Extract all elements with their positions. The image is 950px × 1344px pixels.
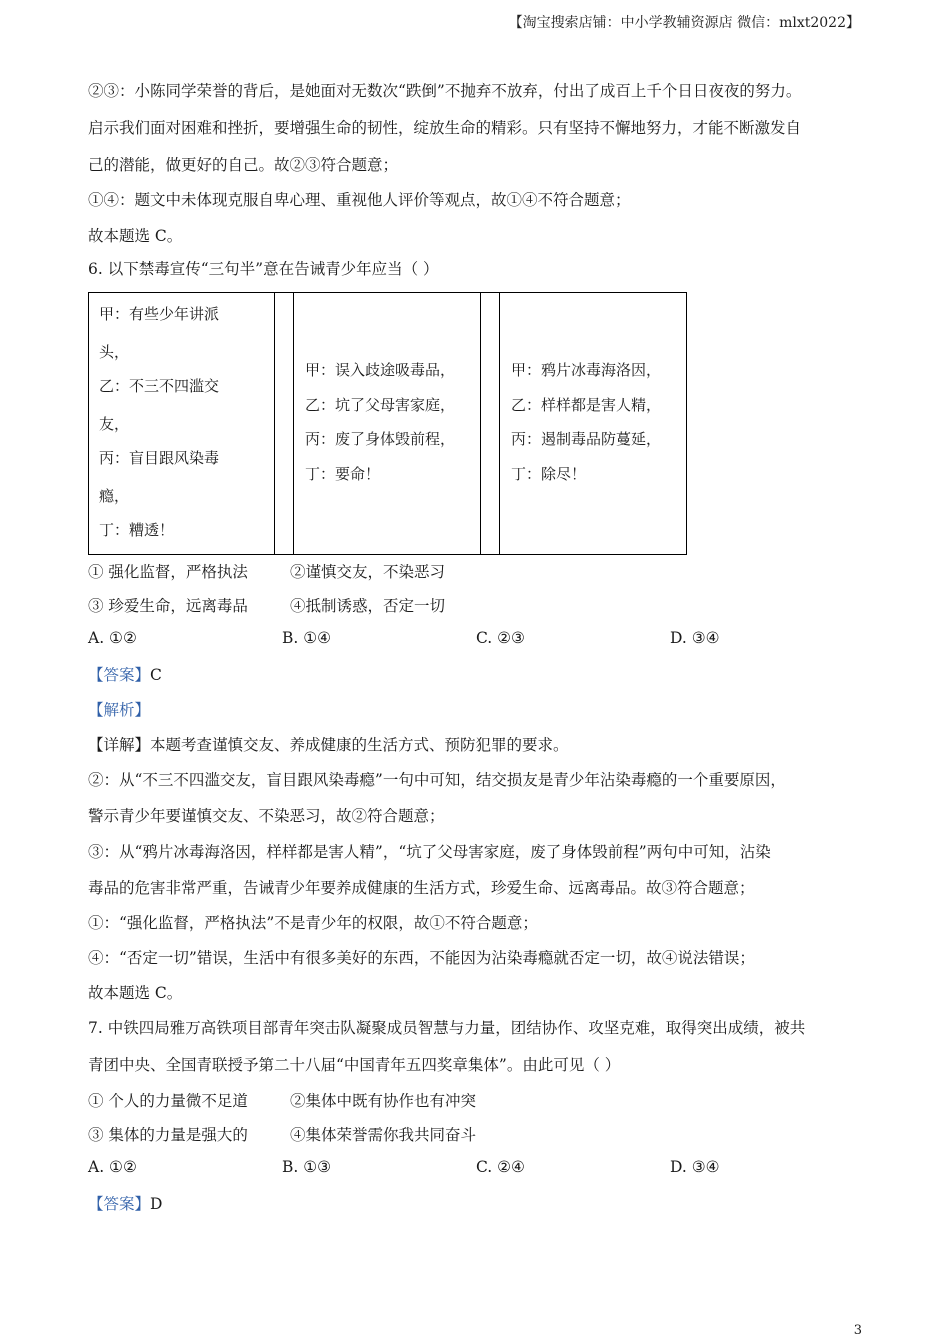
table-cell-line: 乙：不三不四滥交 — [99, 377, 220, 395]
analysis-line: ①④：题文中未体现克服自卑心理、重视他人评价等观点，故①④不符合题意； — [88, 191, 631, 209]
table-divider — [499, 293, 500, 554]
table-cell-line: 瘾， — [99, 487, 130, 505]
table-column-2 — [305, 293, 475, 554]
page-number: 3 — [853, 1323, 862, 1338]
table-cell-line: 乙：样样都是害人精， — [511, 396, 662, 414]
explanation-line: 毒品的危害非常严重，告诫青少年要养成健康的生活方式，珍爱生命、远离毒品。故③符合题意； — [88, 879, 755, 897]
table-cell-line: 甲：误入歧途吸毒品， — [305, 361, 456, 379]
table-column-1 — [99, 293, 269, 554]
answer-line — [88, 664, 162, 686]
explanation-line: ④：“否定一切”错误，生活中有很多美好的东西，不能因为沾染毒瘾就否定一切，故④说法错误； — [88, 949, 755, 967]
answer-value: D — [150, 1195, 163, 1213]
choice-c: C. ②③ — [476, 629, 525, 647]
statement-1: ① 个人的力量微不足道 — [88, 1092, 248, 1110]
table-cell-line: 丙：废了身体毁前程， — [305, 430, 456, 448]
table-cell-line: 丁：要命！ — [305, 465, 381, 483]
answer-tag: 【答案】 — [88, 1195, 151, 1213]
table-cell-line: 丙：盲目跟风染毒 — [99, 449, 220, 467]
statement-2: ②集体中既有协作也有冲突 — [290, 1092, 477, 1110]
table-divider — [293, 293, 294, 554]
choice-a: A. ①② — [88, 629, 137, 647]
analysis-line: 己的潜能，做更好的自己。故②③符合题意； — [88, 156, 399, 174]
analysis-line: ②③：小陈同学荣誉的背后，是她面对无数次“跌倒”不抛弃不放弃，付出了成百上千个日日夜夜的努力。 — [88, 82, 802, 100]
statement-4: ④集体荣誉需你我共同奋斗 — [290, 1126, 477, 1144]
table-cell-line: 甲：鸦片冰毒海洛因， — [511, 361, 662, 379]
question-7-stem: 7. 中铁四局雅万高铁项目部青年突击队凝聚成员智慧与力量，团结协作、攻坚克难，取得突出成绩，被共 — [88, 1019, 806, 1037]
choice-d: D. ③④ — [670, 629, 720, 647]
choice-b: B. ①③ — [282, 1158, 332, 1176]
page-header: 【淘宝搜索店铺：中小学教辅资源店 微信：mlxt2022】 — [508, 15, 860, 31]
explanation-line: ②：从“不三不四滥交友，盲目跟风染毒瘾”一句中可知，结交损友是青少年沾染毒瘾的一个重要原因， — [88, 771, 786, 789]
analysis-line: 启示我们面对困难和挫折，要增强生命的韧性，绽放生命的精彩。只有坚持不懈地努力，才能不断激发自 — [88, 119, 802, 137]
table-divider — [274, 293, 275, 554]
answer-value: C — [150, 666, 162, 684]
detail-line: 【详解】本题考查谨慎交友、养成健康的生活方式、预防犯罪的要求。 — [88, 736, 569, 754]
statement-3: ③ 集体的力量是强大的 — [88, 1126, 248, 1144]
explanation-line: 警示青少年要谨慎交友、不染恶习，故②符合题意； — [88, 807, 445, 825]
statement-4: ④抵制诱惑，否定一切 — [290, 597, 446, 615]
table-cell-line: 乙：坑了父母害家庭， — [305, 396, 456, 414]
table-column-3 — [511, 293, 681, 554]
answer-line — [88, 1193, 162, 1215]
table-cell-line: 头， — [99, 343, 130, 361]
conclusion-line: 故本题选 C。 — [88, 984, 183, 1002]
question-7-stem: 青团中央、全国青联授予第二十八届“中国青年五四奖章集体”。由此可见（ ） — [88, 1056, 621, 1074]
table-divider — [480, 293, 481, 554]
choice-c: C. ②④ — [476, 1158, 525, 1176]
explanation-line: ①：“强化监督，严格执法”不是青少年的权限，故①不符合题意； — [88, 914, 538, 932]
statement-1: ① 强化监督，严格执法 — [88, 563, 248, 581]
statement-3: ③ 珍爱生命，远离毒品 — [88, 597, 248, 615]
slogan-table — [88, 292, 687, 555]
table-cell-line: 友， — [99, 415, 130, 433]
question-6-stem: 6. 以下禁毒宣传“三句半”意在告诫青少年应当（ ） — [88, 260, 439, 278]
answer-tag: 【答案】 — [88, 666, 151, 684]
table-cell-line: 丁：糟透！ — [99, 521, 175, 539]
analysis-tag: 【解析】 — [88, 701, 151, 719]
statement-2: ②谨慎交友，不染恶习 — [290, 563, 446, 581]
choice-a: A. ①② — [88, 1158, 137, 1176]
choice-b: B. ①④ — [282, 629, 332, 647]
table-cell-line: 丁：除尽！ — [511, 465, 587, 483]
choice-d: D. ③④ — [670, 1158, 720, 1176]
table-cell-line: 丙：遏制毒品防蔓延， — [511, 430, 662, 448]
table-cell-line: 甲：有些少年讲派 — [99, 305, 220, 323]
explanation-line: ③：从“鸦片冰毒海洛因，样样都是害人精”，“坑了父母害家庭，废了身体毁前程”两句中可知，沾染 — [88, 843, 771, 861]
conclusion-line: 故本题选 C。 — [88, 227, 183, 245]
